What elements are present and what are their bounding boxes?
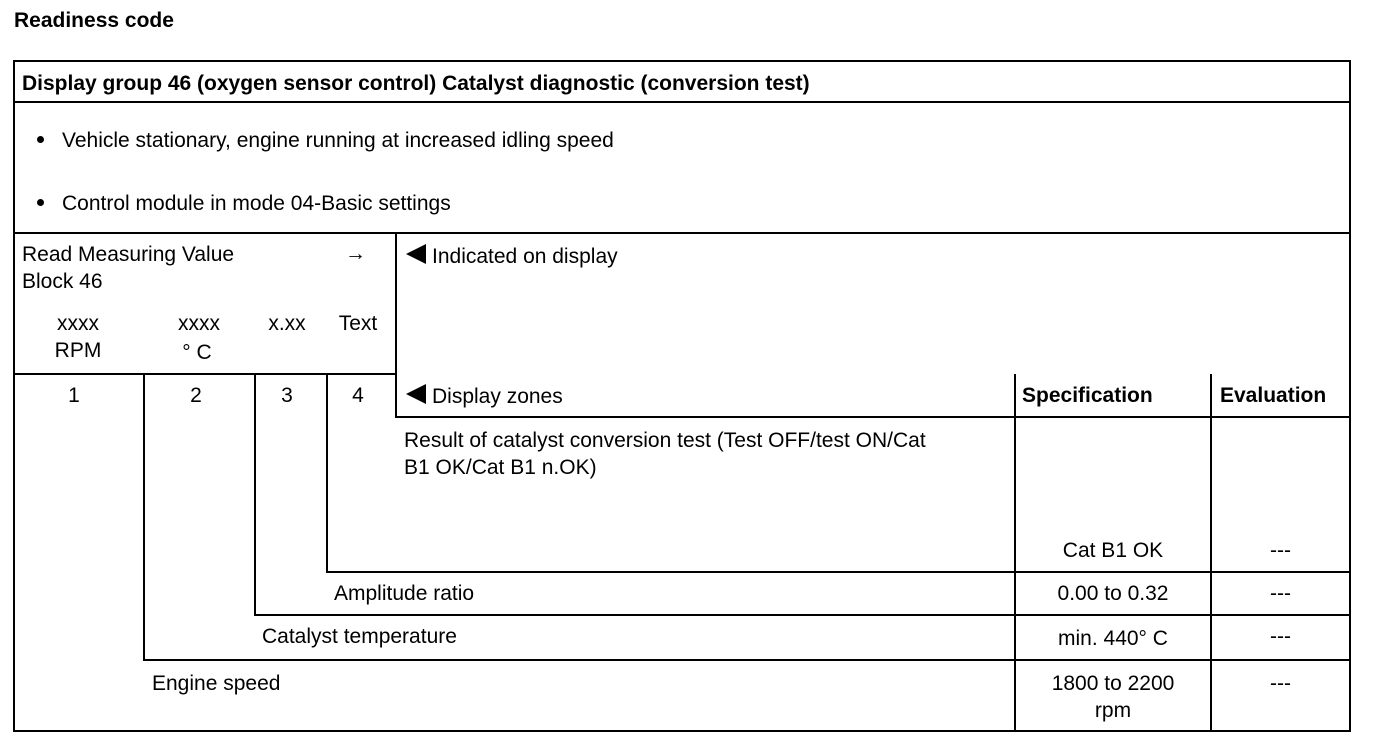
zone-4-evaluation: --- — [1270, 539, 1291, 562]
field-2-value: xxxx — [178, 312, 220, 335]
display-zones-header — [406, 384, 563, 410]
zone-4-description-line1: Result of catalyst conversion test (Test OFF/test ON/Cat — [404, 429, 926, 452]
display-zones-label: Display zones — [432, 385, 563, 408]
field-3-value: x.xx — [268, 312, 306, 335]
triangle-left-icon — [406, 244, 426, 264]
indicated-label: Indicated on display — [432, 245, 618, 268]
zone-number-3: 3 — [281, 384, 293, 407]
specification-header: Specification — [1022, 384, 1153, 407]
zone-3-spec: 0.00 to 0.32 — [1057, 582, 1169, 605]
zone-number-2: 2 — [190, 384, 202, 407]
condition-2: Control module in mode 04-Basic settings — [62, 192, 451, 215]
zone-2-spec: min. 440° C — [1058, 627, 1168, 650]
zone-2-evaluation: --- — [1270, 625, 1291, 648]
zone-number-4: 4 — [352, 384, 364, 407]
field-4-value: Text — [338, 312, 378, 335]
zone-4-description-line2: B1 OK/Cat B1 n.OK) — [404, 456, 597, 479]
zone-4-spec: Cat B1 OK — [1062, 539, 1164, 562]
field-2-unit: ° C — [182, 341, 212, 364]
evaluation-header: Evaluation — [1220, 384, 1327, 407]
indicated-on-display — [406, 244, 618, 270]
zone-2-description: Catalyst temperature — [262, 625, 457, 648]
table-header: Display group 46 (oxygen sensor control) Catalyst diagnostic (conversion test) — [22, 72, 810, 95]
bullet-icon — [37, 136, 44, 143]
field-1-value: xxxx — [57, 312, 99, 335]
zone-1-description: Engine speed — [152, 672, 281, 695]
zone-3-evaluation: --- — [1270, 582, 1291, 605]
page-title: Readiness code — [14, 9, 174, 32]
zone-1-spec-line2: rpm — [1094, 699, 1132, 722]
field-1-unit: RPM — [54, 339, 102, 362]
read-block-line1: Read Measuring Value — [22, 243, 235, 266]
condition-1: Vehicle stationary, engine running at increased idling speed — [62, 129, 614, 152]
zone-1-evaluation: --- — [1270, 672, 1291, 695]
arrow-right-icon: → — [345, 242, 366, 265]
triangle-left-icon — [406, 384, 426, 404]
zone-3-description: Amplitude ratio — [334, 582, 475, 605]
read-block-line2: Block 46 — [22, 270, 103, 293]
zone-number-1: 1 — [68, 384, 80, 407]
zone-1-spec-line1: 1800 to 2200 — [1051, 672, 1175, 695]
bullet-icon — [37, 199, 44, 206]
